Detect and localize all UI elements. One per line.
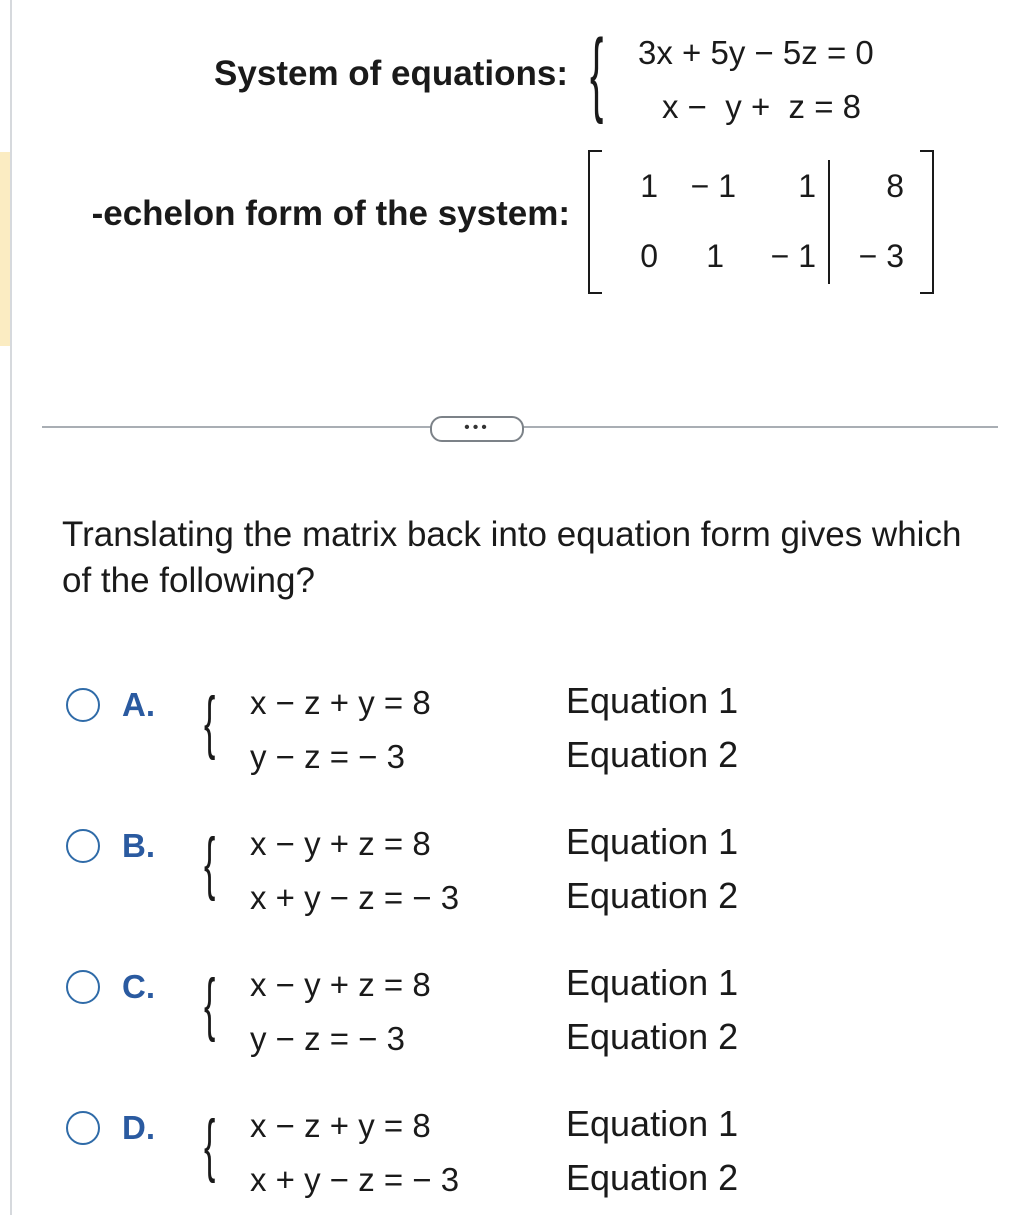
- option-equation-1: x − y + z = 8: [250, 966, 431, 1003]
- more-button[interactable]: •••: [430, 416, 524, 442]
- equation-name-1: Equation 1: [566, 821, 739, 862]
- option-b[interactable]: [66, 821, 766, 941]
- option-equation-1: x − z + y = 8: [250, 684, 431, 721]
- echelon-label: -echelon form of the system:: [91, 194, 570, 233]
- equation-name-2: Equation 2: [566, 875, 739, 916]
- option-letter: D.: [122, 1109, 155, 1146]
- option-a[interactable]: [66, 680, 766, 800]
- equation-name-1: Equation 1: [566, 962, 739, 1003]
- system-brace: {: [590, 22, 604, 126]
- radio-button[interactable]: [66, 688, 100, 722]
- option-brace: {: [204, 684, 216, 762]
- question-text: Translating the matrix back into equation form gives which of the following?: [62, 515, 962, 600]
- matrix-cell: 1: [640, 168, 658, 204]
- left-accent-bar: [0, 152, 10, 346]
- system-equation-2: x − y + z = 8: [662, 88, 862, 125]
- matrix-cell: 1: [706, 238, 724, 274]
- option-equation-2: y − z = − 3: [250, 1020, 406, 1057]
- equation-name-2: Equation 2: [566, 1157, 739, 1198]
- radio-button[interactable]: [66, 970, 100, 1004]
- left-rule: [10, 0, 12, 1215]
- augment-bar: [828, 160, 830, 284]
- option-equation-2: y − z = − 3: [250, 738, 406, 775]
- option-d[interactable]: [66, 1103, 766, 1223]
- option-letter: A.: [122, 686, 155, 723]
- equation-name-1: Equation 1: [566, 680, 739, 721]
- matrix-cell: − 1: [770, 238, 816, 274]
- radio-button[interactable]: [66, 829, 100, 863]
- option-equation-2: x + y − z = − 3: [250, 1161, 460, 1198]
- matrix-cell: − 1: [690, 168, 736, 204]
- option-brace: {: [204, 1107, 216, 1185]
- matrix-cell: 1: [798, 168, 816, 204]
- option-brace: {: [204, 966, 216, 1044]
- system-equation-1: 3x + 5y − 5z = 0: [638, 34, 874, 71]
- equation-name-2: Equation 2: [566, 1016, 739, 1057]
- matrix-cell: 8: [886, 168, 904, 204]
- radio-button[interactable]: [66, 1111, 100, 1145]
- system-label: System of equations:: [214, 54, 568, 93]
- option-letter: B.: [122, 827, 155, 864]
- option-equation-2: x + y − z = − 3: [250, 879, 460, 916]
- matrix-right-bracket: [920, 150, 934, 294]
- matrix-cell: − 3: [858, 238, 904, 274]
- option-brace: {: [204, 825, 216, 903]
- matrix-cell: 0: [640, 238, 658, 274]
- option-equation-1: x − y + z = 8: [250, 825, 431, 862]
- equation-name-1: Equation 1: [566, 1103, 739, 1144]
- equation-name-2: Equation 2: [566, 734, 739, 775]
- augmented-matrix: [588, 150, 934, 292]
- option-equation-1: x − z + y = 8: [250, 1107, 431, 1144]
- option-letter: C.: [122, 968, 155, 1005]
- option-c[interactable]: [66, 962, 766, 1082]
